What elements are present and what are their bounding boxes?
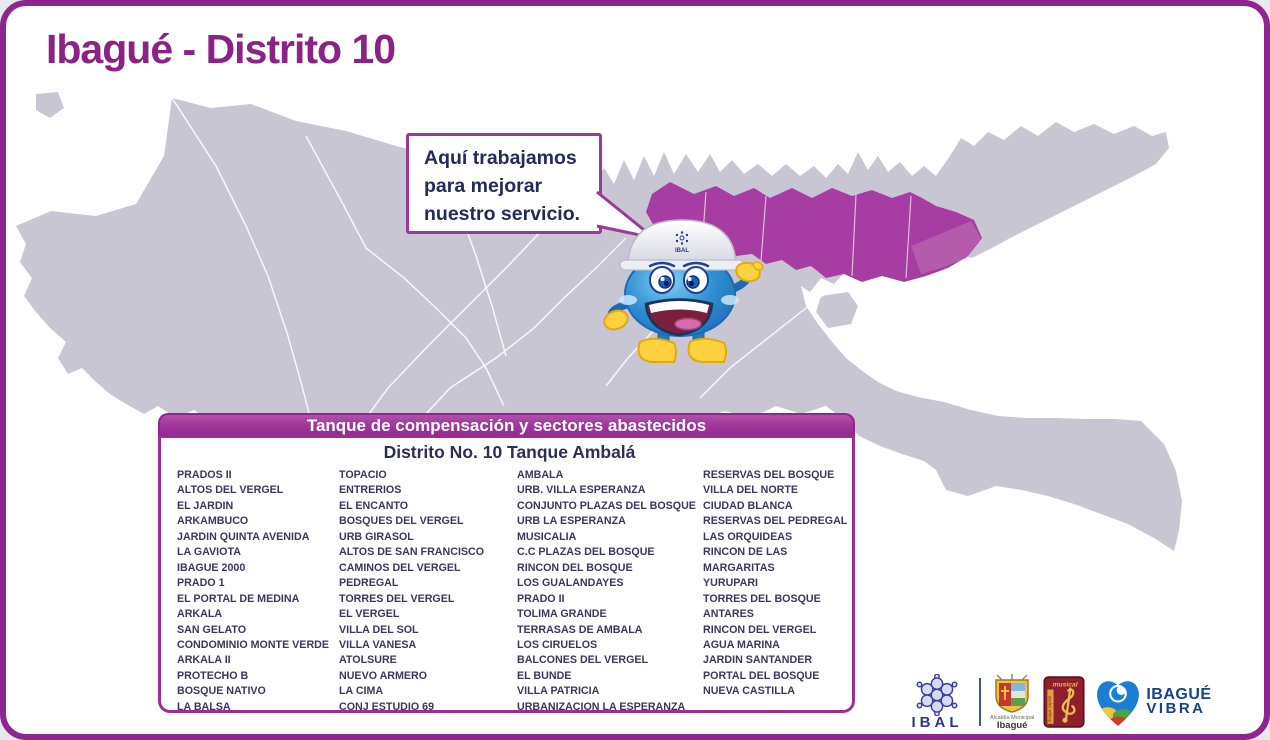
sector-name: URBANIZACION LA ESPERANZA — [517, 700, 686, 713]
sector-name: TOLIMA GRANDE — [517, 608, 607, 621]
sector-name: JARDIN QUINTA AVENIDA — [177, 530, 310, 543]
capital-musical-icon — [1043, 676, 1085, 728]
sector-name: EL ENCANTO — [339, 499, 409, 512]
sector-name: RINCON DEL VERGEL — [703, 623, 817, 636]
sector-name: LOS CIRUELOS — [517, 638, 598, 651]
sector-name: LA BALSA — [177, 700, 231, 713]
sector-column-2 — [339, 468, 517, 715]
sector-column-4 — [703, 468, 863, 715]
sector-name: LOS GUALANDAYES — [517, 577, 624, 590]
sector-name: VILLA VANESA — [339, 638, 417, 651]
sectors-panel — [158, 413, 855, 713]
sector-name: AGUA MARINA — [703, 638, 780, 651]
mascot-cheek — [721, 295, 739, 305]
vibra-wordmark — [1146, 688, 1211, 716]
footer-logos — [904, 668, 1254, 736]
sector-name: ENTRERIOS — [339, 484, 402, 497]
sector-name: CONJ ESTUDIO 69 — [339, 700, 435, 713]
ibal-wordmark: IBAL — [911, 713, 963, 731]
svg-text:musical: musical — [1052, 681, 1078, 689]
sector-name: VILLA DEL SOL — [339, 623, 419, 636]
speech-bubble — [406, 133, 602, 234]
sector-name: YURUPARI — [703, 577, 759, 590]
sector-name: ALTOS DE SAN FRANCISCO — [339, 546, 485, 559]
alcaldia-shield-icon — [991, 674, 1033, 714]
sector-name: CIUDAD BLANCA — [703, 499, 793, 512]
sector-name: CONJUNTO PLAZAS DEL BOSQUE — [517, 499, 696, 512]
sector-name: IBAGUE 2000 — [177, 561, 246, 574]
sector-name: ARKAMBUCO — [177, 515, 249, 528]
logo-separator — [979, 678, 981, 726]
panel-header: Tanque de compensación y sectores abastecidos — [158, 413, 855, 436]
sector-name: URB. VILLA ESPERANZA — [517, 484, 646, 497]
sector-name: CONDOMINIO MONTE VERDE — [177, 638, 330, 651]
sector-name: TORRES DEL VERGEL — [339, 592, 455, 605]
sector-name: TORRES DEL BOSQUE — [703, 592, 821, 605]
sector-name: PORTAL DEL BOSQUE — [703, 669, 820, 682]
svg-text:IBAL: IBAL — [675, 248, 689, 254]
sector-name: EL PORTAL DE MEDINA — [177, 592, 300, 605]
sector-name: NUEVO ARMERO — [339, 669, 428, 682]
speech-bubble-line: para mejorar — [424, 175, 543, 197]
sector-name: CAMINOS DEL VERGEL — [339, 561, 461, 574]
sector-name: PRADOS II — [177, 469, 232, 481]
sector-name: PROTECHO B — [177, 669, 249, 682]
vibra-heart-icon — [1094, 676, 1142, 728]
mascot-helmet-brim — [620, 260, 744, 270]
sector-name: VILLA PATRICIA — [517, 685, 600, 698]
sector-name: RINCON DEL BOSQUE — [517, 561, 633, 574]
sector-name: RESERVAS DEL PEDREGAL — [703, 515, 848, 528]
map-island-icon — [816, 292, 858, 328]
sector-name: BALCONES DEL VERGEL — [517, 654, 649, 667]
sector-column-3 — [517, 468, 703, 715]
ibague-vibra-logo — [1094, 676, 1211, 728]
sector-name: LA CIMA — [339, 685, 384, 698]
speech-bubble-line: Aquí trabajamos — [424, 147, 577, 169]
mascot-right-boot — [689, 339, 727, 362]
sector-name: SAN GELATO — [177, 623, 247, 636]
sector-name: RINCON DE LAS — [703, 546, 788, 559]
page-title: Ibagué - Distrito 10 — [46, 26, 396, 72]
panel-subtitle: Distrito No. 10 Tanque Ambalá — [383, 442, 636, 462]
sector-name: NUEVA CASTILLA — [703, 685, 796, 698]
sector-name: TOPACIO — [339, 469, 387, 481]
ibal-logo — [904, 674, 970, 731]
speech-bubble-line: nuestro servicio. — [424, 203, 581, 225]
mascot-helmet — [628, 220, 736, 264]
sector-name: ANTARES — [703, 608, 754, 621]
sector-name: EL JARDIN — [177, 499, 234, 512]
sector-name: JARDIN SANTANDER — [703, 654, 813, 667]
sector-name: VILLA DEL NORTE — [703, 484, 799, 497]
sector-name: PRADO II — [517, 592, 565, 605]
alcaldia-logo — [990, 674, 1034, 731]
sector-name: LAS ORQUIDEAS — [703, 530, 793, 543]
sector-name: AMBALA — [517, 469, 564, 481]
sector-name: BOSQUE NATIVO — [177, 685, 266, 698]
sector-name: ARKALA II — [177, 654, 231, 667]
water-drop-mascot — [596, 216, 768, 368]
sector-column-1 — [177, 468, 339, 715]
mascot-cheek — [619, 295, 637, 305]
vibra-line2: VIBRA — [1146, 700, 1206, 717]
panel-body — [158, 436, 855, 713]
sector-name: ARKALA — [177, 608, 223, 621]
alcaldia-city: Ibagué — [996, 719, 1028, 731]
ibal-molecule-icon — [904, 674, 970, 716]
svg-text:ibagué capital: ibagué capital — [1047, 696, 1053, 722]
sector-name: ALTOS DEL VERGEL — [177, 484, 284, 497]
sector-name: MUSICALIA — [517, 530, 577, 543]
sector-name: URB GIRASOL — [339, 530, 414, 543]
sector-name: PRADO 1 — [177, 577, 225, 590]
capital-musical-logo — [1043, 676, 1085, 728]
alcaldia-caption: Alcaldía Municipal — [990, 714, 1035, 721]
sector-name: MARGARITAS — [703, 561, 775, 574]
vibra-line1: IBAGUÉ — [1146, 686, 1212, 703]
sector-name: EL BUNDE — [517, 669, 572, 682]
mascot-left-boot — [639, 339, 677, 362]
sector-name: RESERVAS DEL BOSQUE — [703, 469, 835, 481]
sector-name: C.C PLAZAS DEL BOSQUE — [517, 546, 655, 559]
sector-name: BOSQUES DEL VERGEL — [339, 515, 464, 528]
sector-name: EL VERGEL — [339, 608, 400, 621]
sector-name: PEDREGAL — [339, 577, 399, 590]
sector-columns — [177, 468, 848, 715]
mascot-left-mitt — [602, 307, 631, 332]
map-fragment-icon — [36, 92, 64, 118]
sector-name: ATOLSURE — [339, 654, 397, 667]
sector-name: TERRASAS DE AMBALA — [517, 623, 643, 636]
sector-name: URB LA ESPERANZA — [517, 515, 626, 528]
sector-name: LA GAVIOTA — [177, 546, 241, 559]
